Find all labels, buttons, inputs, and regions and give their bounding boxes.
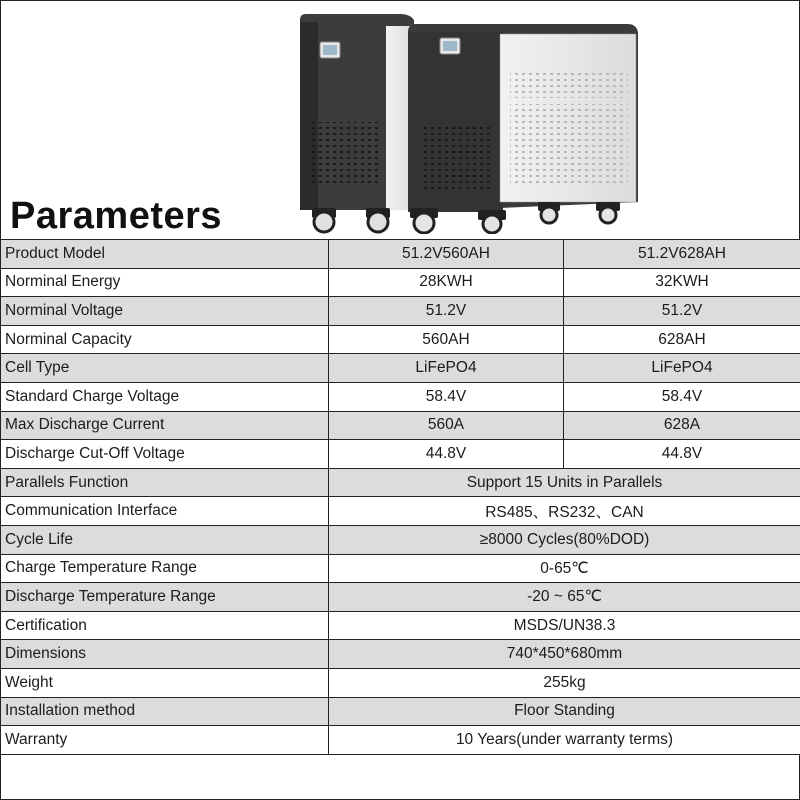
table-row bbox=[1, 668, 800, 697]
row-value-a: 28KWH bbox=[329, 268, 564, 297]
row-label: Standard Charge Voltage bbox=[1, 382, 329, 411]
table-row bbox=[1, 525, 800, 554]
table-row bbox=[1, 297, 800, 326]
row-value-b: 44.8V bbox=[564, 440, 800, 469]
row-value-a: 44.8V bbox=[329, 440, 564, 469]
row-value: 740*450*680mm bbox=[329, 640, 800, 669]
row-label: Communication Interface bbox=[1, 497, 329, 526]
spec-table bbox=[0, 239, 800, 755]
table-row bbox=[1, 611, 800, 640]
row-value-b: LiFePO4 bbox=[564, 354, 800, 383]
product-image bbox=[290, 12, 640, 234]
row-value-b: 628AH bbox=[564, 325, 800, 354]
header-cell-label: Product Model bbox=[1, 240, 329, 269]
row-label: Discharge Cut-Off Voltage bbox=[1, 440, 329, 469]
row-value: 255kg bbox=[329, 668, 800, 697]
table-row bbox=[1, 583, 800, 612]
row-label: Cycle Life bbox=[1, 525, 329, 554]
row-value-a: 58.4V bbox=[329, 382, 564, 411]
table-row bbox=[1, 726, 800, 755]
table-row bbox=[1, 268, 800, 297]
row-label: Parallels Function bbox=[1, 468, 329, 497]
table-row bbox=[1, 497, 800, 526]
row-value: ≥8000 Cycles(80%DOD) bbox=[329, 525, 800, 554]
row-value: Support 15 Units in Parallels bbox=[329, 468, 800, 497]
row-value-a: 560AH bbox=[329, 325, 564, 354]
row-value: MSDS/UN38.3 bbox=[329, 611, 800, 640]
row-label: Charge Temperature Range bbox=[1, 554, 329, 583]
row-label: Max Discharge Current bbox=[1, 411, 329, 440]
table-row bbox=[1, 325, 800, 354]
row-label: Weight bbox=[1, 668, 329, 697]
row-value-b: 32KWH bbox=[564, 268, 800, 297]
table-header-row bbox=[1, 240, 800, 269]
row-label: Installation method bbox=[1, 697, 329, 726]
row-value-b: 51.2V bbox=[564, 297, 800, 326]
page-title: Parameters bbox=[10, 195, 223, 237]
row-label: Norminal Energy bbox=[1, 268, 329, 297]
row-value-b: 628A bbox=[564, 411, 800, 440]
row-value: 10 Years(under warranty terms) bbox=[329, 726, 800, 755]
battery-cabinet-back bbox=[300, 14, 414, 232]
row-label: Certification bbox=[1, 611, 329, 640]
battery-cabinet-front bbox=[408, 24, 638, 233]
row-label: Discharge Temperature Range bbox=[1, 583, 329, 612]
table-row bbox=[1, 382, 800, 411]
row-label: Norminal Voltage bbox=[1, 297, 329, 326]
row-label: Cell Type bbox=[1, 354, 329, 383]
table-row bbox=[1, 468, 800, 497]
row-label: Warranty bbox=[1, 726, 329, 755]
row-label: Norminal Capacity bbox=[1, 325, 329, 354]
row-label: Dimensions bbox=[1, 640, 329, 669]
table-row bbox=[1, 354, 800, 383]
row-value: -20 ~ 65℃ bbox=[329, 583, 800, 612]
row-value: 0-65℃ bbox=[329, 554, 800, 583]
table-row bbox=[1, 440, 800, 469]
row-value-a: 560A bbox=[329, 411, 564, 440]
row-value-a: LiFePO4 bbox=[329, 354, 564, 383]
table-row bbox=[1, 640, 800, 669]
table-row bbox=[1, 697, 800, 726]
header-cell-model-a: 51.2V560AH bbox=[329, 240, 564, 269]
row-value-a: 51.2V bbox=[329, 297, 564, 326]
row-value: Floor Standing bbox=[329, 697, 800, 726]
row-value: RS485、RS232、CAN bbox=[329, 497, 800, 526]
row-value-b: 58.4V bbox=[564, 382, 800, 411]
header-cell-model-b: 51.2V628AH bbox=[564, 240, 800, 269]
table-row bbox=[1, 411, 800, 440]
table-row bbox=[1, 554, 800, 583]
